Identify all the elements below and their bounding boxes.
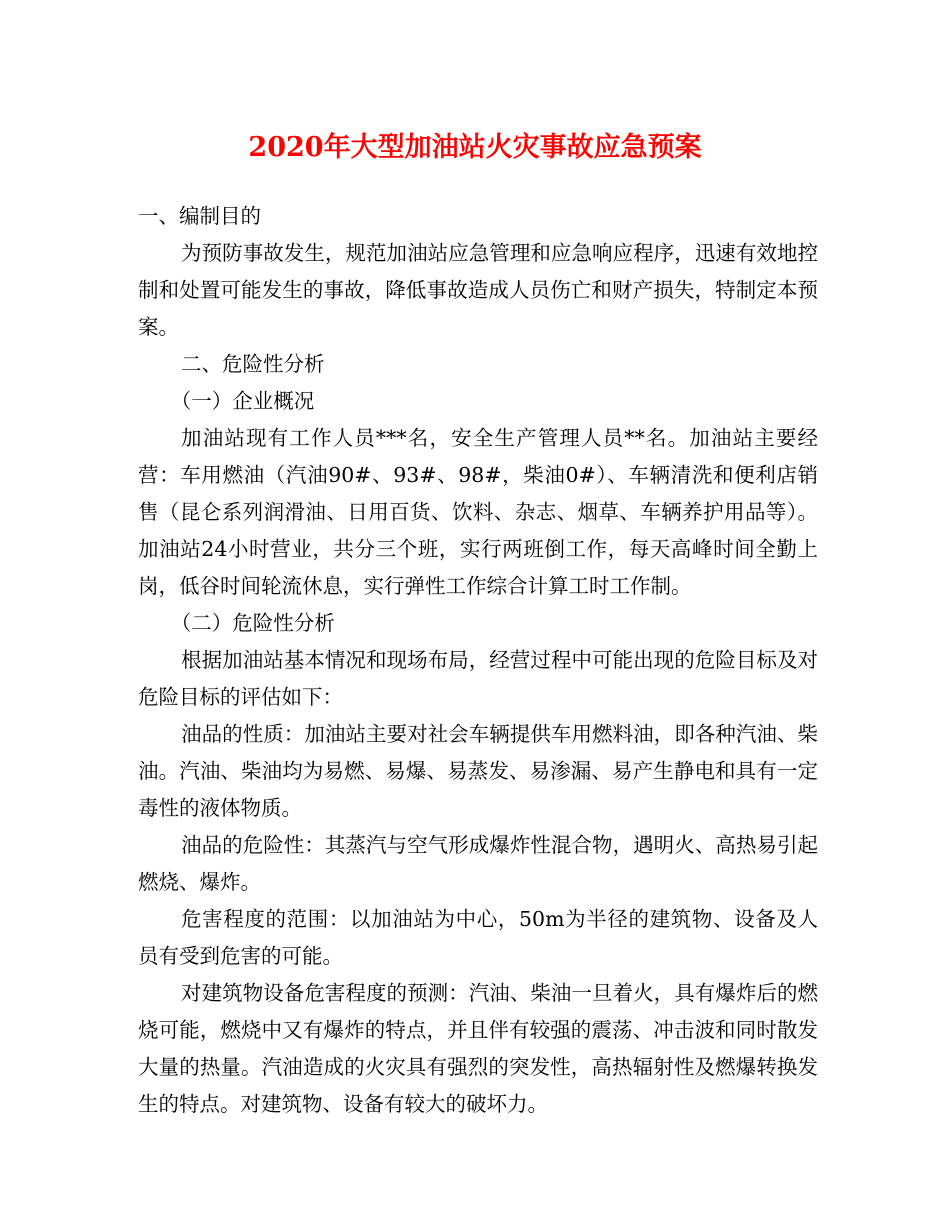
- paragraph-oil-properties: 油品的性质：加油站主要对社会车辆提供车用燃料油，即各种汽油、柴油。汽油、柴油均为易燃、易爆、易蒸发、易渗漏、易产生静电和具有一定毒性的液体物质。: [138, 722, 818, 820]
- subsection-heading-risk: （二）危险性分析: [170, 611, 335, 635]
- paragraph-building-damage: 对建筑物设备危害程度的预测：汽油、柴油一旦着火，具有爆炸后的燃烧可能，燃烧中又有爆炸的特点，并且伴有较强的震荡、冲击波和同时散发大量的热量。汽油造成的火灾具有强烈的突发性，高热辐射性及燃爆转换发生的特点。对建筑物、设备有较大的破坏力。: [138, 981, 818, 1116]
- paragraph-overview: 加油站现有工作人员***名，安全生产管理人员**名。加油站主要经营：车用燃油（汽油90#、93#、98#，柴油0#）、车辆清洗和便利店销售（昆仑系列润滑油、日用百货、饮料、杂志、烟草、车辆养护用品等）。加油站24小时营业，共分三个班，实行两班倒工作，每天高峰时间全勤上岗，低谷时间轮流休息，实行弹性工作综合计算工时工作制。: [138, 426, 818, 598]
- document-title: 2020年大型加油站火灾事故应急预案: [248, 132, 702, 163]
- document-body: [138, 198, 818, 1123]
- section-heading-risk-analysis: 二、危险性分析: [181, 352, 325, 376]
- section-heading-purpose: 一、编制目的: [138, 204, 261, 228]
- paragraph-purpose: 为预防事故发生，规范加油站应急管理和应急响应程序，迅速有效地控制和处置可能发生的事故，降低事故造成人员伤亡和财产损失，特制定本预案。: [138, 241, 818, 339]
- paragraph-hazard-range: 危害程度的范围：以加油站为中心，50m为半径的建筑物、设备及人员有受到危害的可能。: [138, 907, 818, 968]
- subsection-heading-overview: （一）企业概况: [170, 389, 315, 413]
- paragraph-risk-intro: 根据加油站基本情况和现场布局，经营过程中可能出现的危险目标及对危险目标的评估如下：: [138, 648, 818, 709]
- paragraph-oil-hazard: 油品的危险性：其蒸汽与空气形成爆炸性混合物，遇明火、高热易引起燃烧、爆炸。: [138, 833, 818, 894]
